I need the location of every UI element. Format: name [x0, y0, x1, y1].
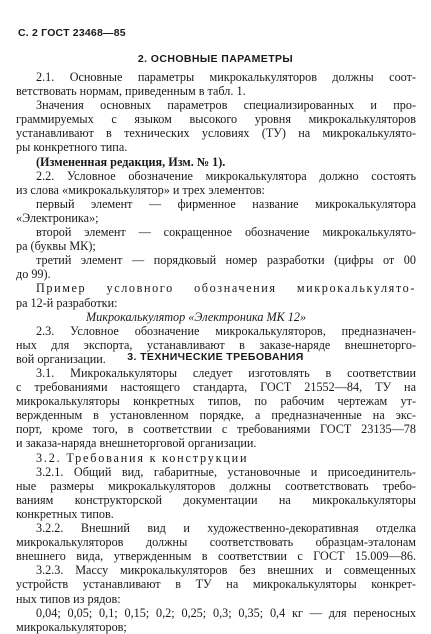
- text-line: третий элемент — порядковый номер разработки (цифры от 00: [36, 253, 416, 268]
- text-line: устройств устанавливают в ТУ на микрокалькуляторы конкрет-: [16, 577, 416, 592]
- subsection-heading-text: 3.2. Требования к конструкции: [36, 450, 249, 465]
- text-line: ветствовать нормам, приведенным в табл. 1.: [16, 84, 246, 99]
- text-line: вой организации.: [16, 351, 106, 366]
- text-line: с требованиями настоящего стандарта, ГОСТ 21552—84, ТУ на: [16, 380, 416, 395]
- text-line: микрокалькуляторов должны соответствовать образцам-эталонам: [16, 535, 416, 550]
- example-designation: Микрокалькулятор «Электроника МК 12»: [86, 309, 307, 324]
- section-3-heading: 3. ТЕХНИЧЕСКИЕ ТРЕБОВАНИЯ: [127, 351, 304, 363]
- section-3-body: [16, 366, 416, 634]
- text-line: ры конкретного типа.: [16, 140, 128, 155]
- text-line: ра 12-й разработки:: [16, 295, 118, 310]
- text-line: 3.2.2. Внешний вид и художественно-декоративная отделка: [36, 521, 416, 536]
- text-line: микрокалькуляторы конкретных типов, по рабочим чертежам ут-: [16, 394, 416, 409]
- amendment-note: (Измененная редакция, Изм. № 1).: [36, 154, 226, 169]
- section-2-heading: 2. ОСНОВНЫЕ ПАРАМЕТРЫ: [137, 53, 294, 65]
- text-line: 2.3. Условное обозначение микрокалькуляторов, предназначен-: [36, 323, 416, 338]
- text-line: до 99).: [16, 267, 51, 282]
- text-line: из слова «микрокалькулятор» и трех элементов:: [16, 182, 265, 197]
- text-line: 3.2.3. Массу микрокалькуляторов без внешних и совмещенных: [36, 563, 416, 578]
- page-header: С. 2 ГОСТ 23468—85: [18, 27, 126, 39]
- subsection-heading: [16, 451, 416, 465]
- section-2-body: [16, 70, 416, 366]
- text-line: 3.1. Микрокалькуляторы следует изготовлять в соответствии: [36, 366, 416, 380]
- text-line: устанавливают в технических условиях (ТУ) на микрокалькулято-: [16, 126, 416, 141]
- text-line: конкретных типов.: [16, 506, 114, 521]
- text-line: вержденным в установленном порядке, а предназначенные на экс-: [16, 408, 416, 423]
- text-line: ные размеры микрокалькуляторов должны соответствовать требо-: [16, 478, 416, 493]
- text-line: 2.1. Основные параметры микрокалькуляторов должны соот-: [36, 70, 416, 84]
- text-line: 2.2. Условное обозначение микрокалькулятора должно состоять: [36, 168, 416, 183]
- text-line: ваниям конструкторской документации на микрокалькуляторы: [16, 492, 416, 507]
- text-line: «Электроника»;: [16, 210, 99, 225]
- text-line: первый элемент — фирменное название микрокалькулятора: [36, 196, 416, 211]
- text-line: граммируемых с языком высокого уровня микрокалькуляторов: [16, 112, 416, 127]
- text-line: ных для экспорта, устанавливают в заказе-наряде внешнеторго-: [16, 337, 416, 352]
- text-line: и заказа-наряда внешнеторговой организации.: [16, 436, 257, 451]
- text-line: 3.2.1. Общий вид, габаритные, установочные и присоединитель-: [36, 464, 416, 479]
- text-line: Значения основных параметров специализированных и про-: [36, 98, 416, 113]
- text-line: ра (буквы МК);: [16, 239, 96, 254]
- example-label: Пример условного обозначения микрокалькулято-: [36, 281, 416, 296]
- text-line: порт, кроме того, в соответствии с требованиями ГОСТ 23135—78: [16, 422, 416, 437]
- text-line: второй элемент — сокращенное обозначение микрокалькулято-: [36, 225, 416, 240]
- text-line: микрокалькуляторов;: [16, 619, 127, 634]
- text-line: ных типов из рядов:: [16, 591, 121, 606]
- text-line: внешнего вида, утвержденным в соответствии с ГОСТ 15.009—86.: [16, 549, 416, 564]
- text-line: 0,04; 0,05; 0,1; 0,15; 0,2; 0,25; 0,3; 0,35; 0,4 кг — для переносных: [36, 605, 416, 620]
